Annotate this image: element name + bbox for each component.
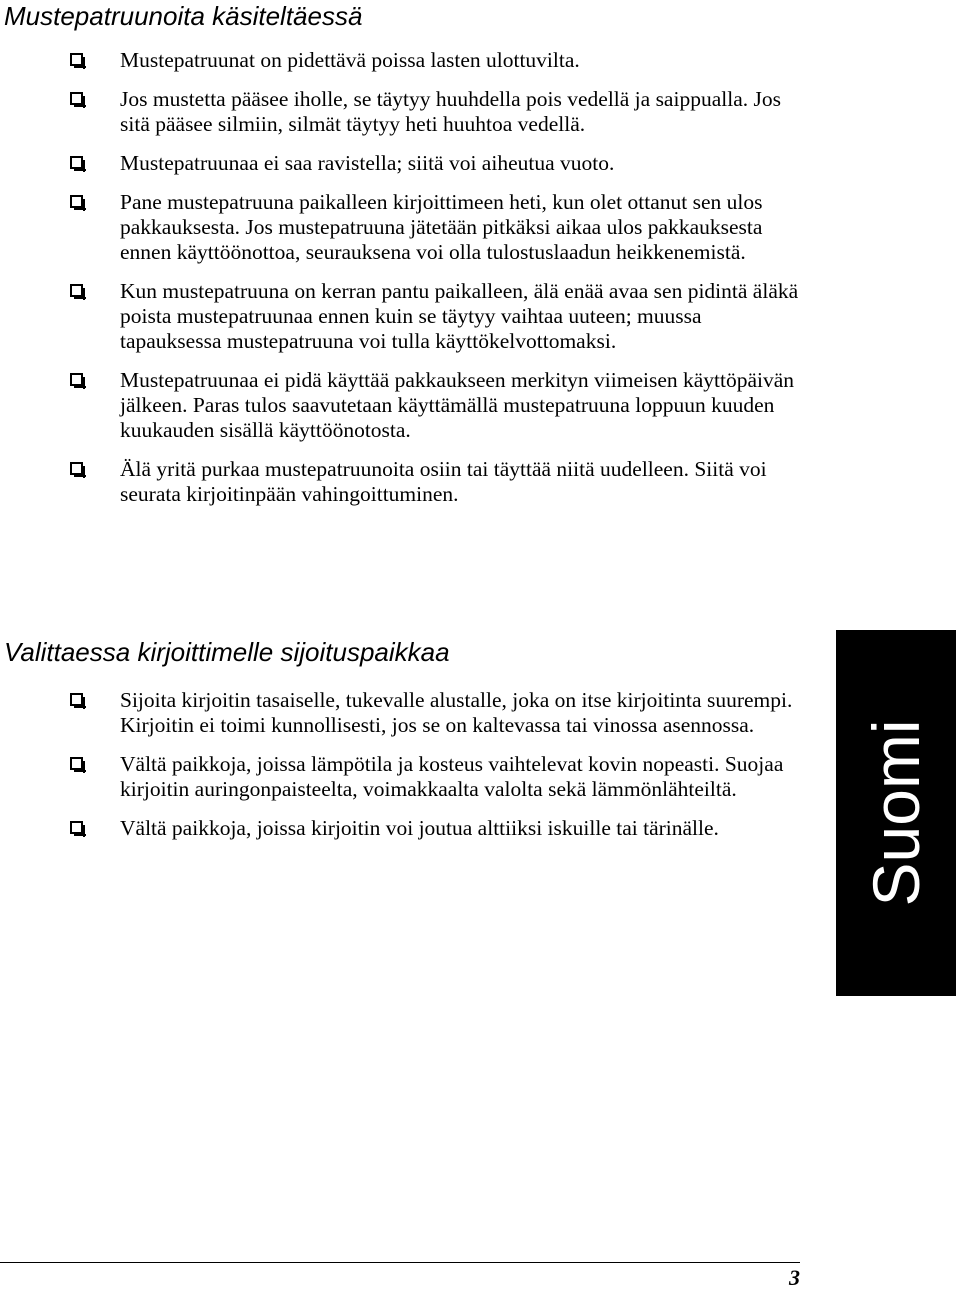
list-item	[70, 151, 800, 176]
list-item-text: Mustepatruunat on pidettävä poissa lasten ulottuvilta.	[120, 48, 580, 72]
footer-divider	[0, 1262, 800, 1263]
checkbox-bullet-icon	[70, 462, 83, 475]
checkbox-bullet-icon	[70, 195, 83, 208]
list-item	[70, 752, 800, 802]
ink-cartridge-safety-list	[70, 48, 800, 521]
printer-location-list	[70, 688, 800, 855]
checkbox-bullet-icon	[70, 53, 83, 66]
list-item	[70, 816, 800, 841]
list-item-text: Jos mustetta pääsee iholle, se täytyy huuhdella pois vedellä ja saippualla. Jos sitä pääsee silmiin, silmät täytyy heti huuhtoa vedellä.	[120, 87, 781, 136]
list-item	[70, 279, 800, 354]
list-item	[70, 688, 800, 738]
page-number: 3	[789, 1265, 800, 1290]
section-heading-ink-cartridges: Mustepatruunoita käsiteltäessä	[4, 1, 363, 31]
language-side-tab	[836, 630, 956, 996]
list-item	[70, 457, 800, 507]
checkbox-bullet-icon	[70, 156, 83, 169]
list-item	[70, 190, 800, 265]
section-heading-printer-location: Valittaessa kirjoittimelle sijoituspaikkaa	[4, 637, 450, 667]
list-item-text: Kun mustepatruuna on kerran pantu paikalleen, älä enää avaa sen pidintä äläkä poista mustepatruunaa ennen kuin se täytyy vaihtaa uuteen; muussa tapauksessa mustepatruuna voi tulla käyttökelvottomaksi.	[120, 279, 799, 353]
language-tab-label: Suomi	[859, 719, 933, 907]
list-item-text: Mustepatruunaa ei pidä käyttää pakkaukseen merkityn viimeisen käyttöpäivän jälkeen. Paras tulos saavutetaan käyttämällä mustepatruuna loppuun kuuden kuukauden sisällä käyttöönotosta.	[120, 368, 795, 442]
list-item-text: Sijoita kirjoitin tasaiselle, tukevalle alustalle, joka on itse kirjoitinta suurempi. Kirjoitin ei toimi kunnollisesti, jos se on kaltevassa tai vinossa asennossa.	[120, 688, 793, 737]
checkbox-bullet-icon	[70, 757, 83, 770]
list-item	[70, 48, 800, 73]
list-item	[70, 87, 800, 137]
checkbox-bullet-icon	[70, 284, 83, 297]
checkbox-bullet-icon	[70, 693, 83, 706]
list-item-text: Vältä paikkoja, joissa lämpötila ja kosteus vaihtelevat kovin nopeasti. Suojaa kirjoitin auringonpaisteelta, voimakkaalta valolta sekä lämmönlähteiltä.	[120, 752, 784, 801]
checkbox-bullet-icon	[70, 821, 83, 834]
list-item-text: Mustepatruunaa ei saa ravistella; siitä voi aiheutua vuoto.	[120, 151, 615, 175]
list-item-text: Älä yritä purkaa mustepatruunoita osiin tai täyttää niitä uudelleen. Siitä voi seurata kirjoitinpään vahingoittuminen.	[120, 457, 767, 506]
checkbox-bullet-icon	[70, 373, 83, 386]
list-item	[70, 368, 800, 443]
list-item-text: Pane mustepatruuna paikalleen kirjoittimeen heti, kun olet ottanut sen ulos pakkauksesta. Jos mustepatruuna jätetään pitkäksi aikaa ulos pakkauksesta ennen käyttöönottoa, seurauksena voi olla tulostuslaadun heikkenemistä.	[120, 190, 763, 264]
checkbox-bullet-icon	[70, 92, 83, 105]
list-item-text: Vältä paikkoja, joissa kirjoitin voi joutua alttiiksi iskuille tai tärinälle.	[120, 816, 719, 840]
